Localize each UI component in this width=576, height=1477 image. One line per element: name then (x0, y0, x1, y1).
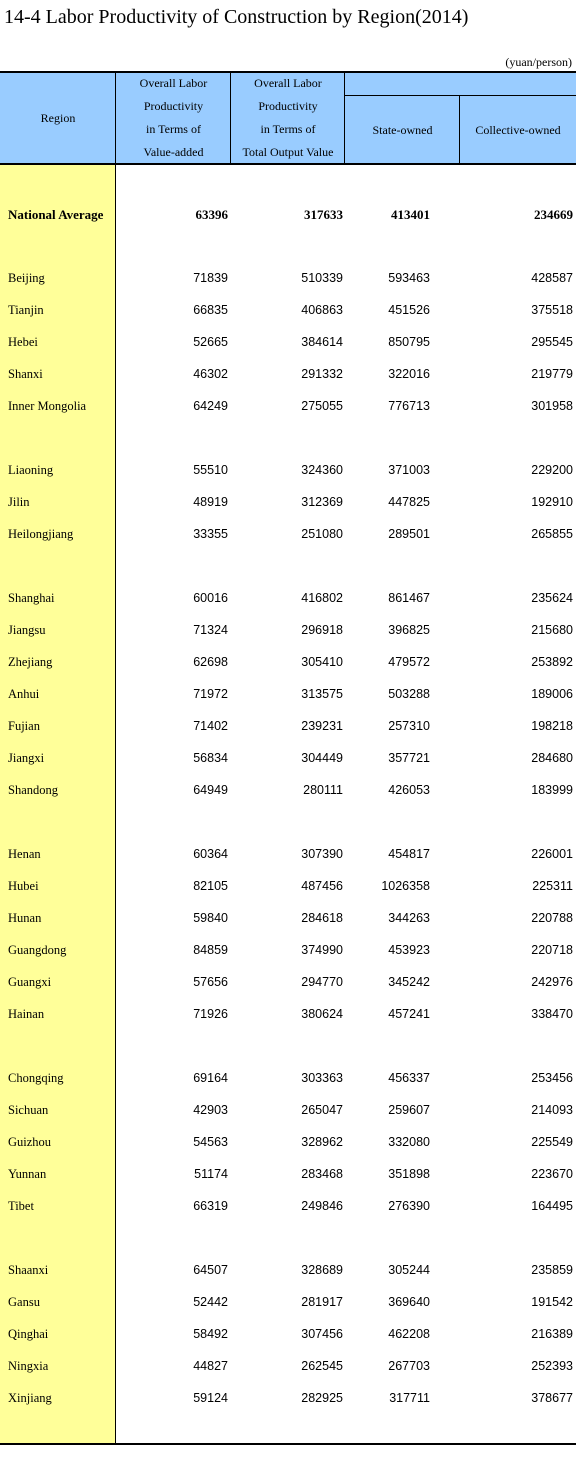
region-name: Jiangxi (8, 751, 45, 765)
region-name: Gansu (8, 1295, 40, 1309)
region-name: Fujian (8, 719, 40, 733)
total-output-cell: 324360 (301, 463, 343, 477)
state-owned-cell: 457241 (388, 1007, 430, 1021)
state-owned-cell: 447825 (388, 495, 430, 509)
column-divider (230, 72, 231, 164)
region-name: Ningxia (8, 1359, 49, 1373)
state-owned-cell: 861467 (388, 591, 430, 605)
table-row (0, 843, 576, 867)
region-name: Heilongjiang (8, 527, 74, 541)
collective-owned-cell: 253456 (531, 1071, 573, 1085)
header-total-output (231, 72, 345, 164)
value-added-cell: 82105 (193, 879, 228, 893)
value-added-cell: 71972 (193, 687, 228, 701)
region-name: Shandong (8, 783, 58, 797)
region-name: Shanghai (8, 591, 55, 605)
collective-owned-cell: 198218 (531, 719, 573, 733)
region-name: Sichuan (8, 1103, 49, 1117)
table-row (0, 1099, 576, 1123)
state-owned-cell: 322016 (388, 367, 430, 381)
header-region (0, 72, 116, 164)
total-output-cell: 416802 (301, 591, 343, 605)
total-output-cell: 328962 (301, 1135, 343, 1149)
region-name: Beijing (8, 271, 45, 285)
state-owned-cell: 1026358 (381, 879, 430, 893)
collective-owned-cell: 252393 (531, 1359, 573, 1373)
column-divider (459, 96, 460, 164)
collective-owned-cell: 375518 (531, 303, 573, 317)
collective-owned-cell: 191542 (531, 1295, 573, 1309)
total-output-cell: 317633 (304, 207, 343, 222)
collective-owned-cell: 164495 (531, 1199, 573, 1213)
table-row (0, 587, 576, 611)
total-output-cell: 275055 (301, 399, 343, 413)
collective-owned-cell: 428587 (531, 271, 573, 285)
region-name: Henan (8, 847, 41, 861)
total-output-cell: 307390 (301, 847, 343, 861)
region-name: Guizhou (8, 1135, 52, 1149)
region-name: Shanxi (8, 367, 43, 381)
region-name: Jiangsu (8, 623, 46, 637)
value-added-cell: 60016 (193, 591, 228, 605)
region-name: Shaanxi (8, 1263, 49, 1277)
value-added-cell: 52665 (193, 335, 228, 349)
total-output-cell: 303363 (301, 1071, 343, 1085)
unit-label: (yuan/person) (505, 55, 572, 69)
region-name: Liaoning (8, 463, 54, 477)
collective-owned-cell: 338470 (531, 1007, 573, 1021)
value-added-cell: 71324 (193, 623, 228, 637)
value-added-cell: 51174 (194, 1167, 228, 1181)
total-output-cell: 265047 (301, 1103, 343, 1117)
header-total-output-label (243, 72, 334, 164)
value-added-cell: 52442 (193, 1295, 228, 1309)
region-name: Inner Mongolia (8, 399, 87, 413)
state-owned-cell: 396825 (388, 623, 430, 637)
collective-owned-cell: 225549 (531, 1135, 573, 1149)
header-state-owned (345, 96, 460, 164)
total-output-cell: 312369 (301, 495, 343, 509)
state-owned-cell: 503288 (388, 687, 430, 701)
state-owned-cell: 305244 (388, 1263, 430, 1277)
table-row (0, 267, 576, 291)
table-row (0, 1259, 576, 1283)
state-owned-cell: 426053 (388, 783, 430, 797)
value-added-cell: 56834 (193, 751, 228, 765)
collective-owned-cell: 378677 (531, 1391, 573, 1405)
value-added-cell: 84859 (193, 943, 228, 957)
region-name: Chongqing (8, 1071, 64, 1085)
region-name: National Average (8, 207, 104, 222)
header-state-owned-label: State-owned (372, 122, 433, 137)
value-added-cell: 60364 (193, 847, 228, 861)
state-owned-cell: 850795 (388, 335, 430, 349)
table-row (0, 299, 576, 323)
total-output-cell: 304449 (301, 751, 343, 765)
collective-owned-cell: 183999 (531, 783, 573, 797)
total-output-cell: 313575 (301, 687, 343, 701)
header-bottom-rule (0, 163, 576, 165)
value-added-cell: 69164 (193, 1071, 228, 1085)
state-owned-cell: 351898 (388, 1167, 430, 1181)
state-owned-cell: 267703 (388, 1359, 430, 1373)
collective-owned-cell: 214093 (531, 1103, 573, 1117)
region-name: Guangxi (8, 975, 52, 989)
state-owned-cell: 413401 (391, 207, 430, 222)
value-added-cell: 63396 (195, 207, 228, 222)
total-output-cell: 282925 (301, 1391, 343, 1405)
table-row (0, 971, 576, 995)
table-row (0, 1323, 576, 1347)
header-total-output-line: Productivity (258, 99, 318, 113)
state-owned-cell: 369640 (388, 1295, 430, 1309)
header-sub-rule (345, 95, 576, 96)
state-owned-cell: 776713 (388, 399, 430, 413)
collective-owned-cell: 229200 (531, 463, 573, 477)
table-row (0, 459, 576, 483)
total-output-cell: 328689 (301, 1263, 343, 1277)
region-name: Qinghai (8, 1327, 49, 1341)
value-added-cell: 46302 (193, 367, 228, 381)
region-name: Yunnan (8, 1167, 47, 1181)
value-added-cell: 71839 (193, 271, 228, 285)
state-owned-cell: 593463 (388, 271, 430, 285)
collective-owned-cell: 192910 (531, 495, 573, 509)
collective-owned-cell: 226001 (531, 847, 573, 861)
region-name: Hunan (8, 911, 42, 925)
total-output-cell: 307456 (301, 1327, 343, 1341)
total-output-cell: 249846 (301, 1199, 343, 1213)
table-row (0, 1163, 576, 1187)
value-added-cell: 42903 (193, 1103, 228, 1117)
total-output-cell: 251080 (301, 527, 343, 541)
region-name: Hainan (8, 1007, 45, 1021)
total-output-cell: 294770 (301, 975, 343, 989)
state-owned-cell: 357721 (388, 751, 430, 765)
header-total-output-line: in Terms of (260, 122, 316, 136)
value-added-cell: 71926 (193, 1007, 228, 1021)
state-owned-cell: 371003 (388, 463, 430, 477)
region-name: Xinjiang (8, 1391, 52, 1405)
value-added-cell: 58492 (193, 1327, 228, 1341)
collective-owned-cell: 215680 (531, 623, 573, 637)
collective-owned-cell: 242976 (531, 975, 573, 989)
table-row (0, 1355, 576, 1379)
value-added-cell: 44827 (193, 1359, 228, 1373)
table-row (0, 619, 576, 643)
value-added-cell: 59124 (193, 1391, 228, 1405)
collective-owned-cell: 295545 (531, 335, 573, 349)
region-name: Hubei (8, 879, 39, 893)
region-name: Zhejiang (8, 655, 53, 669)
region-name: Tibet (8, 1199, 34, 1213)
value-added-cell: 64507 (193, 1263, 228, 1277)
total-output-cell: 283468 (301, 1167, 343, 1181)
table-row (0, 331, 576, 355)
header-value-added-line: Productivity (143, 99, 204, 113)
table-row (0, 651, 576, 675)
state-owned-cell: 453923 (388, 943, 430, 957)
collective-owned-cell: 235859 (531, 1263, 573, 1277)
state-owned-cell: 451526 (388, 303, 430, 317)
header-value-added-label (140, 72, 208, 164)
state-owned-cell: 289501 (388, 527, 430, 541)
table-top-rule (0, 71, 576, 73)
table-row (0, 907, 576, 931)
table-row (0, 683, 576, 707)
value-added-cell: 55510 (193, 463, 228, 477)
value-added-cell: 57656 (193, 975, 228, 989)
state-owned-cell: 317711 (389, 1391, 430, 1405)
total-output-cell: 291332 (301, 367, 343, 381)
header-region-label: Region (40, 110, 76, 125)
table-row (0, 1131, 576, 1155)
table-bottom-rule (0, 1443, 576, 1445)
header-value-added-line: Overall Labor (139, 76, 208, 90)
header-total-output-line: Total Output Value (242, 145, 334, 159)
table-title: 14-4 Labor Productivity of Construction by Region(2014) (4, 6, 469, 28)
total-output-cell: 510339 (301, 271, 343, 285)
value-added-cell: 33355 (193, 527, 228, 541)
total-output-cell: 280111 (303, 783, 343, 797)
collective-owned-cell: 223670 (531, 1167, 573, 1181)
total-output-cell: 239231 (301, 719, 343, 733)
collective-owned-cell: 220788 (531, 911, 573, 925)
table-row (0, 523, 576, 547)
total-output-cell: 284618 (301, 911, 343, 925)
value-added-cell: 66835 (193, 303, 228, 317)
table-row (0, 1291, 576, 1315)
total-output-cell: 305410 (301, 655, 343, 669)
state-owned-cell: 462208 (388, 1327, 430, 1341)
table-row (0, 1067, 576, 1091)
state-owned-cell: 257310 (388, 719, 430, 733)
header-collective-owned (460, 96, 576, 164)
total-output-cell: 406863 (301, 303, 343, 317)
state-owned-cell: 259607 (388, 1103, 430, 1117)
region-name: Hebei (8, 335, 38, 349)
value-added-cell: 66319 (193, 1199, 228, 1213)
state-owned-cell: 276390 (388, 1199, 430, 1213)
collective-owned-cell: 216389 (531, 1327, 573, 1341)
region-name: Anhui (8, 687, 40, 701)
table-row (0, 491, 576, 515)
total-output-cell: 384614 (301, 335, 343, 349)
total-output-cell: 380624 (301, 1007, 343, 1021)
total-output-cell: 296918 (301, 623, 343, 637)
table-row (0, 1387, 576, 1411)
table-row (0, 1195, 576, 1219)
collective-owned-cell: 235624 (531, 591, 573, 605)
total-output-cell: 281917 (301, 1295, 343, 1309)
collective-owned-cell: 189006 (531, 687, 573, 701)
header-collective-owned-label: Collective-owned (475, 122, 561, 137)
collective-owned-cell: 225311 (532, 879, 573, 893)
value-added-cell: 64249 (193, 399, 228, 413)
header-value-added-line: Value-added (143, 145, 204, 159)
table-row (0, 779, 576, 803)
state-owned-cell: 344263 (388, 911, 430, 925)
table-row (0, 747, 576, 771)
state-owned-cell: 454817 (388, 847, 430, 861)
region-name: Tianjin (8, 303, 44, 317)
state-owned-cell: 479572 (388, 655, 430, 669)
header-value-added-line: in Terms of (146, 122, 201, 136)
value-added-cell: 64949 (193, 783, 228, 797)
header-value-added (116, 72, 231, 164)
region-name: Guangdong (8, 943, 67, 957)
collective-owned-cell: 234669 (534, 207, 573, 222)
collective-owned-cell: 265855 (531, 527, 573, 541)
value-added-cell: 54563 (193, 1135, 228, 1149)
total-output-cell: 487456 (301, 879, 343, 893)
state-owned-cell: 456337 (388, 1071, 430, 1085)
region-column-background (0, 164, 116, 1444)
table-row (0, 875, 576, 899)
state-owned-cell: 345242 (388, 975, 430, 989)
value-added-cell: 62698 (193, 655, 228, 669)
total-output-cell: 374990 (301, 943, 343, 957)
table-row (0, 1003, 576, 1027)
value-added-cell: 59840 (193, 911, 228, 925)
column-divider (344, 72, 345, 164)
table-row (0, 939, 576, 963)
collective-owned-cell: 284680 (531, 751, 573, 765)
value-added-cell: 48919 (193, 495, 228, 509)
collective-owned-cell: 253892 (531, 655, 573, 669)
region-name: Jilin (8, 495, 30, 509)
table-row (0, 363, 576, 387)
table-row (0, 203, 576, 227)
collective-owned-cell: 219779 (531, 367, 573, 381)
total-output-cell: 262545 (301, 1359, 343, 1373)
collective-owned-cell: 301958 (531, 399, 573, 413)
table-row (0, 715, 576, 739)
header-total-output-line: Overall Labor (254, 76, 322, 90)
table-row (0, 395, 576, 419)
state-owned-cell: 332080 (388, 1135, 430, 1149)
value-added-cell: 71402 (193, 719, 228, 733)
collective-owned-cell: 220718 (531, 943, 573, 957)
